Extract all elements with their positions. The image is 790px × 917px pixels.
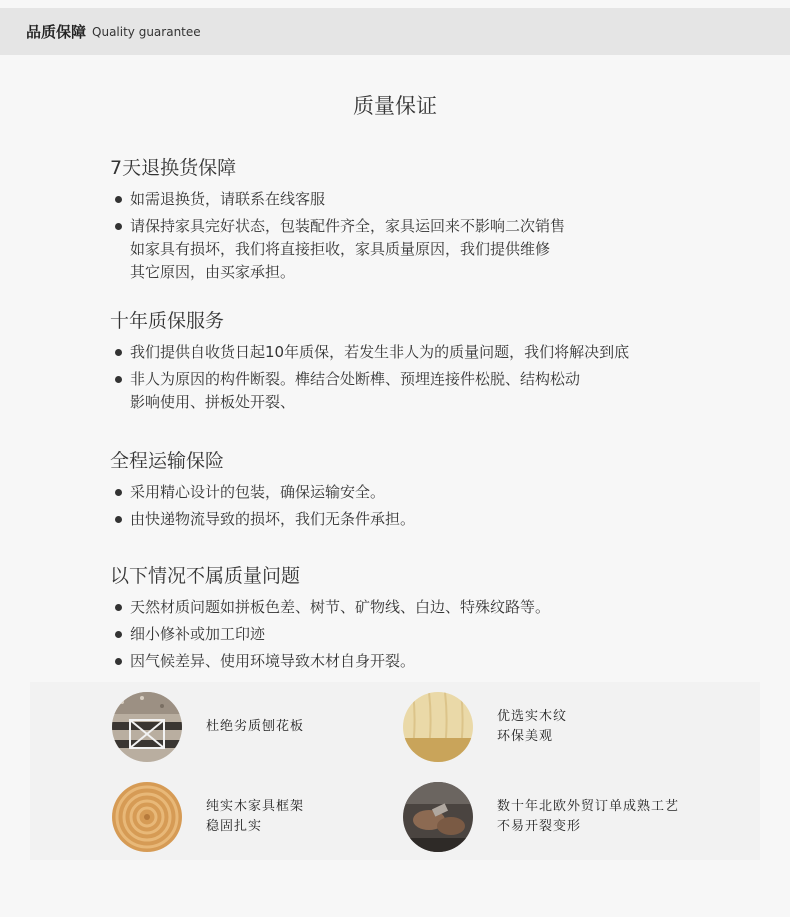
section-return-guarantee bbox=[110, 153, 750, 288]
feature-solid-wood-grain bbox=[403, 692, 567, 762]
particle-board-icon bbox=[112, 692, 182, 762]
header-title-en: Quality guarantee bbox=[92, 24, 201, 39]
list-item: 因气候差异、使用环境导致木材自身开裂。 bbox=[110, 650, 750, 673]
feature-solid-wood-frame bbox=[112, 782, 304, 852]
list-item: 由快递物流导致的损坏，我们无条件承担。 bbox=[110, 508, 750, 531]
section-title: 全程运输保险 bbox=[110, 450, 225, 472]
list-item: 请保持家具完好状态，包装配件齐全，家具运回来不影响二次销售 如家具有损坏，我们将直接拒收，家具质量原因，我们提供维修 其它原因，由买家承担。 bbox=[110, 215, 750, 284]
section-title: 以下情况不属质量问题 bbox=[110, 565, 301, 587]
feature-text: 数十年北欧外贸订单成熟工艺 不易开裂变形 bbox=[497, 799, 680, 834]
feature-text: 优选实木纹 环保美观 bbox=[497, 709, 568, 744]
feature-mature-craft bbox=[403, 782, 679, 852]
bullet-dot bbox=[115, 604, 122, 611]
bullet-dot bbox=[115, 631, 122, 638]
bullet-dot bbox=[115, 196, 122, 203]
list-item: 我们提供自收货日起10年质保，若发生非人为的质量问题，我们将解决到底 bbox=[110, 341, 750, 364]
list-item: 细小修补或加工印迹 bbox=[110, 623, 750, 646]
list-item: 采用精心设计的包装，确保运输安全。 bbox=[110, 481, 750, 504]
section-title: 十年质保服务 bbox=[110, 310, 225, 332]
bullet-dot bbox=[115, 516, 122, 523]
header-title-cn: 品质保障 bbox=[26, 23, 87, 41]
feature-no-particle-board bbox=[112, 692, 304, 762]
bullet-dot bbox=[115, 658, 122, 665]
feature-panel bbox=[30, 682, 760, 860]
wood-rings-icon bbox=[112, 782, 182, 852]
page-title: 质量保证 bbox=[353, 94, 437, 118]
bullet-dot bbox=[115, 349, 122, 356]
bullet-dot bbox=[115, 489, 122, 496]
bullet-dot bbox=[115, 376, 122, 383]
section-ten-year-warranty bbox=[110, 306, 750, 418]
section-shipping-insurance bbox=[110, 446, 750, 535]
section-header-bar bbox=[0, 8, 790, 55]
feature-text: 杜绝劣质刨花板 bbox=[206, 719, 305, 734]
craftsman-hands-icon bbox=[403, 782, 473, 852]
list-item: 非人为原因的构件断裂。榫结合处断榫、预埋连接件松脱、结构松动 影响使用、拼板处开裂、 bbox=[110, 368, 750, 414]
list-item: 如需退换货，请联系在线客服 bbox=[110, 188, 750, 211]
wood-grain-icon bbox=[403, 692, 473, 762]
feature-text: 纯实木家具框架 稳固扎实 bbox=[206, 799, 305, 834]
bullet-dot bbox=[115, 223, 122, 230]
list-item: 天然材质问题如拼板色差、树节、矿物线、白边、特殊纹路等。 bbox=[110, 596, 750, 619]
section-title: 7天退换货保障 bbox=[110, 157, 237, 179]
section-exclusions bbox=[110, 561, 750, 677]
